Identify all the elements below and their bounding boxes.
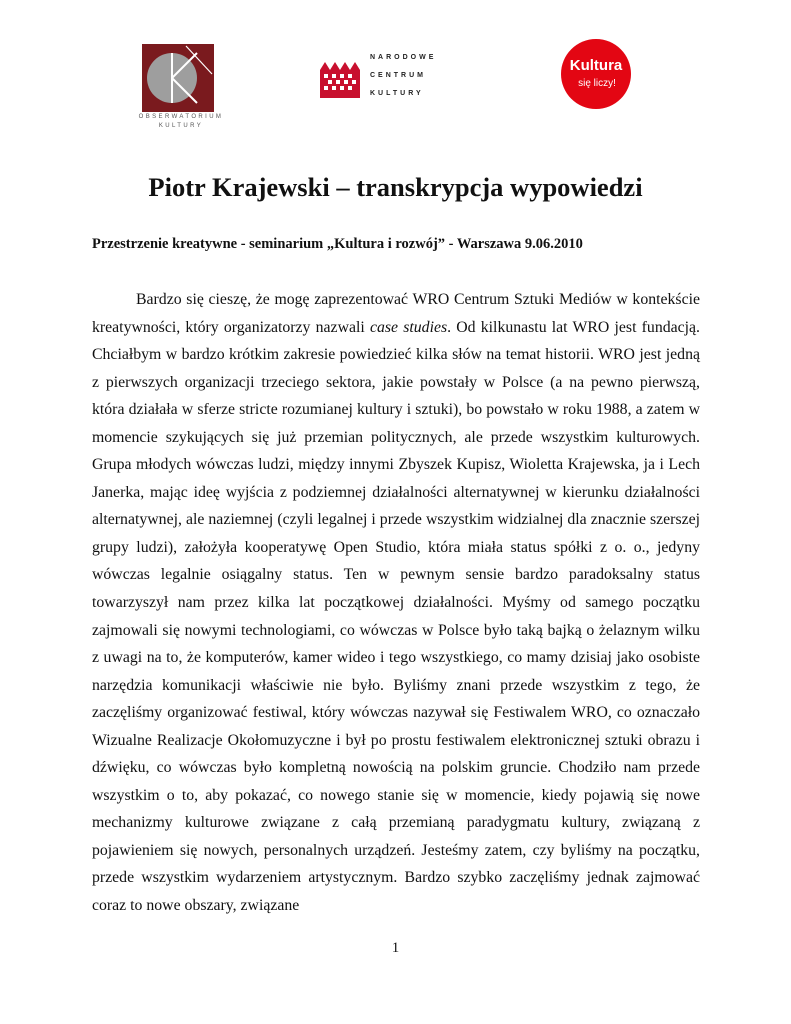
body-text-emphasis: case studies: [369, 318, 448, 336]
nck-text-line2: CENTRUM: [370, 72, 426, 79]
kultura-logo-line2: się liczy!: [578, 78, 616, 89]
document-subtitle: Przestrzenie kreatywne - seminarium „Kultura i rozwój” - Warszawa 9.06.2010: [92, 236, 583, 252]
kultura-logo-line1: Kultura: [569, 57, 623, 74]
document-title: Piotr Krajewski – transkrypcja wypowiedzi: [148, 172, 643, 202]
body-paragraph: [92, 286, 700, 920]
body-text-part2: . Od kilkunastu lat WRO jest fundacją. Chciałbym w bardzo krótkim zakresie powiedzieć kilka słów na temat historii. WRO jest jedną z pierwszych organizacji trzeciego sektora, jakie powstały w Polsce (a na pewno pierwszą, która działała w sferze stricte rozumianej kultury i sztuki), bo powstało w roku 1988, a zatem w momencie szykujących się już przemian politycznych, ale przede wszystkim kulturowych. Grupa młodych wówczas ludzi, między innymi Zbyszek Kupisz, Wioletta Krajewska, ja i Lech Janerka, mając ideę wyjścia z podziemnej działalności alternatywnej w kierunku działalności alternatywnej, ale naziemnej (czyli legalnej i przede wszystkim widzialnej dla znacznie szerszej grupy ludzi), założyła kooperatywę Open Studio, która miała status spółki z o. o., jedyny wówczas legalnie osiągalny status. Ten w pewnym sensie bardzo paradoksalny status towarzyszył nam przez kilka lat początkowej działalności. Myśmy od samego początku zajmowali się nowymi technologiami, co wówczas w Polsce było taką bajką o żelaznym wilku z uwagi na to, że komputerów, kamer wideo i tego wszystkiego, co mamy dzisiaj jako osobiste narzędzia komunikacji właściwie nie było. Byliśmy znani przede wszystkim z tego, że zaczęliśmy organizować festiwal, który wówczas nazywał się Festiwalem WRO, co oznaczało Wizualne Realizacje Okołomuzyczne i był po prostu festiwalem elektronicznej sztuki obrazu i dźwięku, co wówczas było kompletną nowością na polskim gruncie. Chodziło nam przede wszystkim o to, aby pokazać, co nowego stanie się w momencie, kiedy pojawią się nowe mechanizmy kulturowe związane z całą przemianą paradygmatu kultury, związaną z pojawieniem się nowych, personalnych urządzeń. Jesteśmy zatem, czy byliśmy na początku, przede wszystkim wydarzeniem artystycznym. Bardzo szybko zaczęliśmy jednak zajmować coraz to nowe obszary, związane: [92, 318, 700, 915]
body-text-part1: Bardzo się cieszę, że mogę zaprezentować WRO Centrum Sztuki Mediów w kontekście kreatywności, który organizatorzy nazwali: [92, 291, 700, 336]
kultura-sie-liczy-logo: [560, 38, 632, 110]
nck-crown-icon: [320, 58, 360, 98]
page-number: 1: [391, 940, 400, 956]
obserwatorium-kultury-mark-icon: [142, 44, 214, 112]
obserwatorium-kultury-logo: [136, 44, 226, 130]
obserwatorium-caption-line1: OBSERWATORIUM: [138, 114, 224, 120]
narodowe-centrum-kultury-logo: [320, 52, 450, 104]
obserwatorium-caption-line2: KULTURY: [158, 123, 204, 129]
nck-text-line1: NARODOWE: [370, 54, 437, 61]
nck-text-line3: KULTURY: [370, 90, 424, 97]
